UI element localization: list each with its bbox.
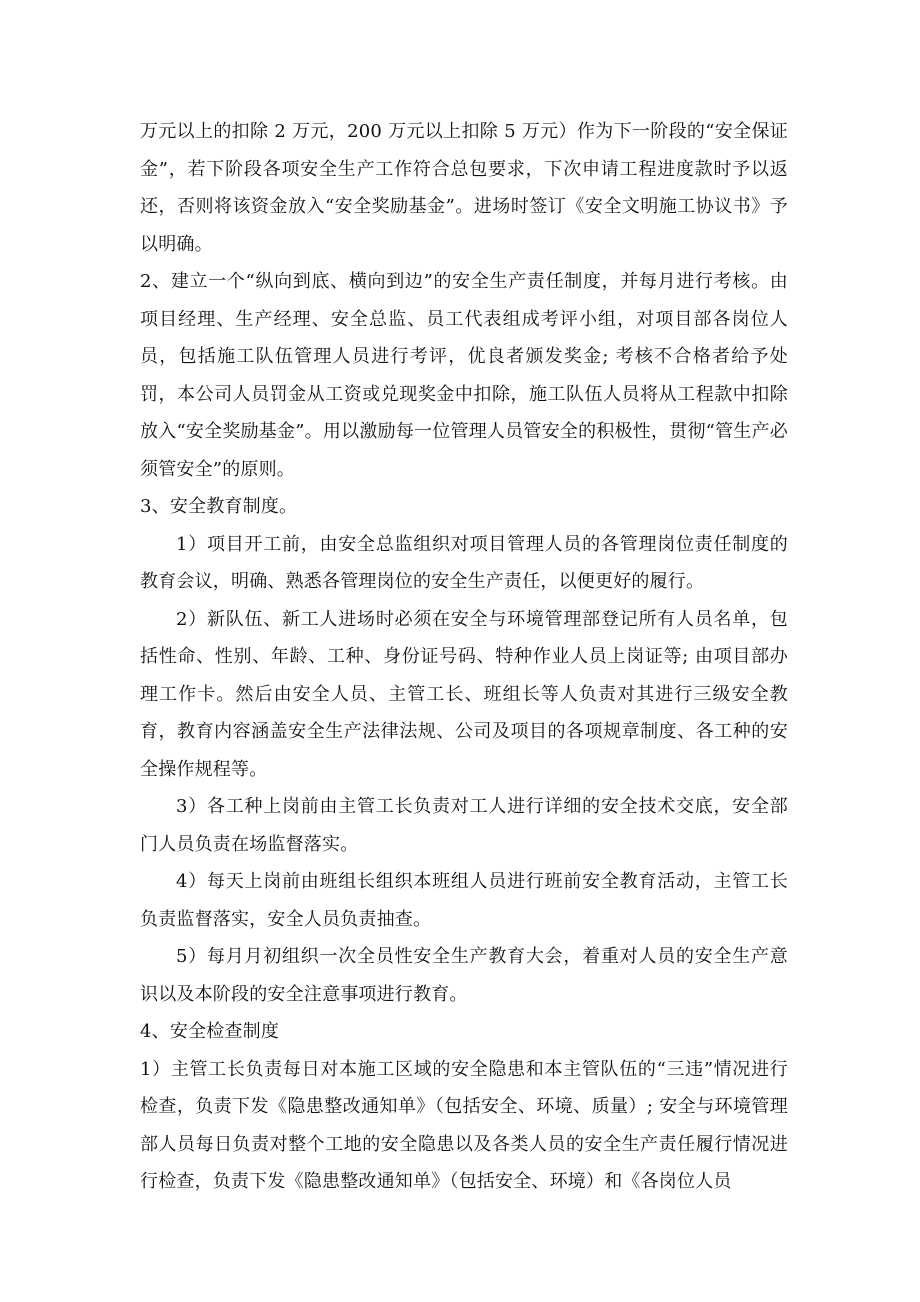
paragraph-education-item-1: 1）项目开工前，由安全总监组织对项目管理人员的各管理岗位责任制度的教育会议，明确、熟悉各管理岗位的安全生产责任，以便更好的履行。 (140, 533, 788, 592)
heading-safety-inspection: 4、安全检查制度 (140, 1021, 280, 1042)
heading-safety-education: 3、安全教育制度。 (140, 496, 298, 517)
paragraph-inspection-item-1: 1）主管工长负责每日对本施工区域的安全隐患和本主管队伍的“三违”情况进行检查，负责下发《隐患整改通知单》（包括安全、环境、质量）; 安全与环境管理部人员每日负责对整个工地的安全隐患以及各类人员的安全生产责任履行情况进行检查，负责下发《隐患整改通知单》（包括安全、环境）和《各岗位人员 (140, 1058, 788, 1192)
paragraph-education-item-3: 3）各工种上岗前由主管工长负责对工人进行详细的安全技术交底，安全部门人员负责在场监督落实。 (140, 796, 788, 855)
paragraph-education-item-4: 4）每天上岗前由班组长组织本班组人员进行班前安全教育活动，主管工长负责监督落实，安全人员负责抽查。 (140, 871, 788, 930)
paragraph-education-item-2: 2）新队伍、新工人进场时必须在安全与环境管理部登记所有人员名单，包括性命、性别、年龄、工种、身份证号码、特种作业人员上岗证等; 由项目部办理工作卡。然后由安全人员、主管工长、班组长等人负责对其进行三级安全教育，教育内容涵盖安全生产法律法规、公司及项目的各项规章制度、各工种的安全操作规程等。 (140, 608, 788, 780)
document-body (140, 113, 788, 1201)
paragraph-deposit-continued: 万元以上的扣除 2 万元，200 万元以上扣除 5 万元）作为下一阶段的“安全保证金”，若下阶段各项安全生产工作符合总包要求，下次申请工程进度款时予以返还，否则将该资金放入“安全奖励基金”。进场时签订《安全文明施工协议书》予以明确。 (140, 121, 788, 255)
paragraph-responsibility-system: 2、建立一个“纵向到底、横向到边”的安全生产责任制度，并每月进行考核。由项目经理、生产经理、安全总监、员工代表组成考评小组，对项目部各岗位人员，包括施工队伍管理人员进行考评，优良者颁发奖金; 考核不合格者给予处罚，本公司人员罚金从工资或兑现奖金中扣除，施工队伍人员将从工程款中扣除放入“安全奖励基金”。用以激励每一位管理人员管安全的积极性，贯彻“管生产必须管安全”的原则。 (140, 271, 788, 480)
paragraph-education-item-5: 5）每月月初组织一次全员性安全生产教育大会，着重对人员的安全生产意识以及本阶段的安全注意事项进行教育。 (140, 946, 788, 1005)
